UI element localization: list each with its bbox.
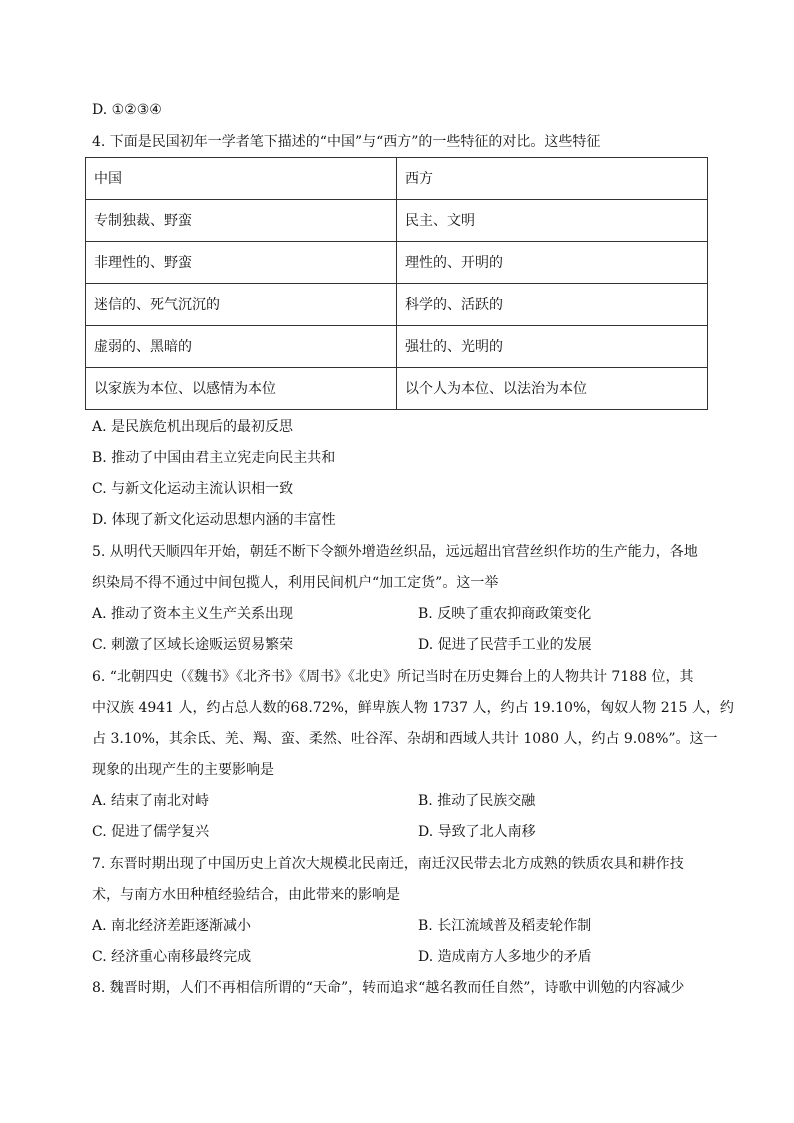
q5-option-c: C. 刺激了区域长途贩运贸易繁荣 <box>92 637 294 653</box>
q5-option-b: B. 反映了重农抑商政策变化 <box>418 606 592 622</box>
q3-option-d: D. ①②③④ <box>92 102 162 118</box>
table-row <box>86 326 708 368</box>
table-row <box>86 242 708 284</box>
q7-option-a: A. 南北经济差距逐渐减小 <box>92 918 252 934</box>
table-header-row <box>86 158 708 200</box>
table-cell: 强壮的、光明的 <box>397 326 708 368</box>
q4-option-c: C. 与新文化运动主流认识相一致 <box>92 481 294 497</box>
q5-stem-line: 5. 从明代天顺四年开始，朝廷不断下令额外增造丝织品，远远超出官营丝织作坊的生产能力，各地 <box>92 544 698 560</box>
table-cell: 科学的、活跃的 <box>397 284 708 326</box>
comparison-table <box>85 157 708 410</box>
q4-option-a: A. 是民族危机出现后的最初反思 <box>92 419 294 435</box>
table-cell: 非理性的、野蛮 <box>86 242 397 284</box>
table-header-cell: 西方 <box>397 158 708 200</box>
q5-stem-line: 织染局不得不通过中间包揽人，利用民间机户“加工定货”。这一举 <box>92 575 499 591</box>
q4-stem: 4. 下面是民国初年一学者笔下描述的“中国”与“西方”的一些特征的对比。这些特征 <box>92 134 601 150</box>
q6-option-b: B. 推动了民族交融 <box>418 793 536 809</box>
q4-option-b: B. 推动了中国由君主立宪走向民主共和 <box>92 450 336 466</box>
q4-option-d: D. 体现了新文化运动思想内涵的丰富性 <box>92 512 336 528</box>
q6-stem-line: 占 3.10%，其余氐、羌、羯、蛮、柔然、吐谷浑、杂胡和西域人共计 1080 人，约占 9.08%”。这一 <box>92 731 718 747</box>
q8-stem-line: 8. 魏晋时期，人们不再相信所谓的“天命”，转而追求“越名教而任自然”，诗歌中训勉的内容减少 <box>92 980 685 996</box>
q7-option-b: B. 长江流域普及稻麦轮作制 <box>418 918 592 934</box>
table-cell: 民主、文明 <box>397 200 708 242</box>
table-row <box>86 200 708 242</box>
table-cell: 以个人为本位、以法治为本位 <box>397 368 708 410</box>
q7-option-d: D. 造成南方人多地少的矛盾 <box>418 949 592 965</box>
table-cell: 理性的、开明的 <box>397 242 708 284</box>
table-cell: 迷信的、死气沉沉的 <box>86 284 397 326</box>
q7-stem-line: 7. 东晋时期出现了中国历史上首次大规模北民南迁，南迁汉民带去北方成熟的铁质农具和耕作技 <box>92 856 684 872</box>
q6-stem-line: 中汉族 4941 人，约占总人数的68.72%，鲜卑族人物 1737 人，约占 19.10%，匈奴人物 215 人，约 <box>92 700 734 716</box>
q7-option-c: C. 经济重心南移最终完成 <box>92 949 252 965</box>
table-row <box>86 368 708 410</box>
q5-option-d: D. 促进了民营手工业的发展 <box>418 637 592 653</box>
q6-option-a: A. 结束了南北对峙 <box>92 793 210 809</box>
q5-option-a: A. 推动了资本主义生产关系出现 <box>92 606 294 622</box>
q6-option-d: D. 导致了北人南移 <box>418 824 536 840</box>
q6-stem-line: 现象的出现产生的主要影响是 <box>92 762 274 778</box>
table-cell: 虚弱的、黑暗的 <box>86 326 397 368</box>
q6-option-c: C. 促进了儒学复兴 <box>92 824 210 840</box>
table-cell: 专制独裁、野蛮 <box>86 200 397 242</box>
table-header-cell: 中国 <box>86 158 397 200</box>
q6-stem-line: 6. “北朝四史（《魏书》《北齐书》《周书》《北史》所记当时在历史舞台上的人物共计 7188 位，其 <box>92 669 694 685</box>
table-row <box>86 284 708 326</box>
table-cell: 以家族为本位、以感情为本位 <box>86 368 397 410</box>
q7-stem-line: 术，与南方水田种植经验结合，由此带来的影响是 <box>92 887 400 903</box>
